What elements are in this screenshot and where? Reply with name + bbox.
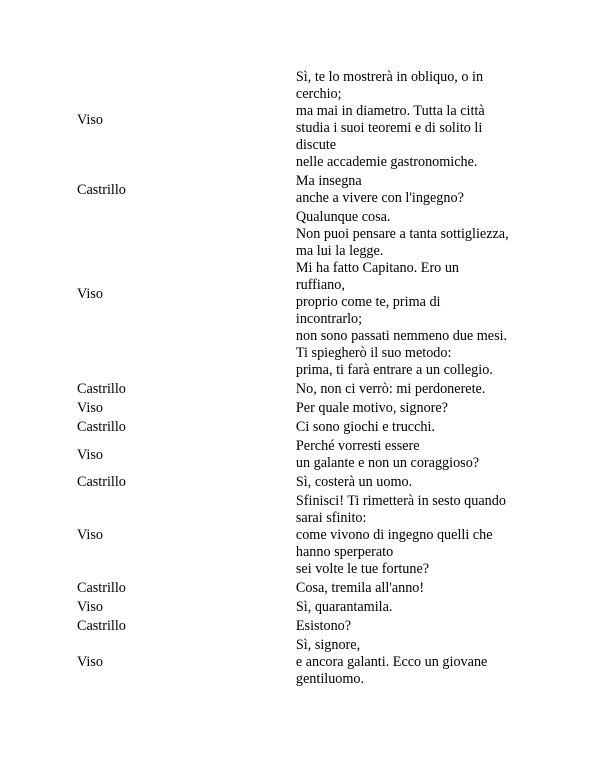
speech-line: Mi ha fatto Capitano. Ero un [295, 260, 460, 276]
speech-text [292, 636, 533, 689]
speech-line: un galante e non un coraggioso? [295, 455, 480, 471]
speech-line: Sì, quarantamila. [295, 599, 393, 615]
speech-text [292, 380, 533, 399]
speech-text [292, 68, 533, 172]
dialogue-row [73, 208, 533, 380]
speech-line: ma lui la legge. [295, 243, 384, 259]
dialogue-table [73, 68, 533, 689]
dialogue-row [73, 68, 533, 172]
dialogue-row [73, 492, 533, 579]
speaker-name: Viso [77, 400, 103, 416]
speech-line: Perché vorresti essere [295, 438, 420, 454]
speech-line: hanno sperperato [295, 544, 394, 560]
speaker-name: Castrillo [77, 580, 126, 596]
speech-line: non sono passati nemmeno due mesi. [295, 328, 508, 344]
speech-line: proprio come te, prima di [295, 294, 441, 310]
speaker-name: Viso [77, 111, 103, 128]
speaker-name: Castrillo [77, 181, 126, 198]
speech-text [292, 492, 533, 579]
speaker-name: Castrillo [77, 419, 126, 435]
speech-text [292, 617, 533, 636]
speech-text [292, 598, 533, 617]
dialogue-row [73, 172, 533, 208]
speech-line: ma mai in diametro. Tutta la città [295, 103, 485, 119]
speaker-name: Castrillo [77, 474, 126, 490]
speech-line: Non puoi pensare a tanta sottigliezza, [295, 226, 509, 242]
speech-text [292, 399, 533, 418]
dialogue-row [73, 473, 533, 492]
speech-line: Qualunque cosa. [295, 209, 391, 225]
speech-line: studia i suoi teoremi e di solito li [295, 120, 483, 136]
speech-line: Ma insegna [295, 173, 362, 189]
speech-line: sei volte le tue fortune? [295, 561, 430, 577]
speaker-name: Castrillo [77, 618, 126, 634]
speech-text [292, 172, 533, 208]
dialogue-row [73, 636, 533, 689]
speech-line: Sì, costerà un uomo. [295, 474, 413, 490]
speech-line: Ci sono giochi e trucchi. [295, 419, 435, 435]
speaker-name: Viso [77, 654, 103, 670]
speech-line: anche a vivere con l'ingegno? [295, 190, 464, 206]
speech-line: nelle accademie gastronomiche. [295, 154, 478, 170]
speech-line: prima, ti farà entrare a un collegio. [295, 362, 493, 378]
dialogue-row [73, 598, 533, 617]
speech-line: sarai sfinito: [295, 510, 367, 526]
speech-line: Cosa, tremila all'anno! [295, 580, 425, 596]
dialogue-row [73, 437, 533, 473]
speech-line: discute [295, 137, 337, 153]
dialogue-row [73, 380, 533, 399]
speaker-name: Viso [77, 599, 103, 615]
speech-text [292, 579, 533, 598]
speech-line: Sì, te lo mostrerà in obliquo, o in [295, 69, 484, 85]
speech-text [292, 418, 533, 437]
speech-line: Sfinisci! Ti rimetterà in sesto quando [295, 493, 506, 509]
dialogue-row [73, 399, 533, 418]
speaker-name: Viso [77, 446, 103, 463]
dialogue-row [73, 617, 533, 636]
dialogue-row [73, 418, 533, 437]
speech-line: No, non ci verrò: mi perdonerete. [295, 381, 486, 397]
speech-line: gentiluomo. [295, 671, 365, 687]
speech-text [292, 473, 533, 492]
speech-line: come vivono di ingegno quelli che [295, 527, 493, 543]
speech-line: Per quale motivo, signore? [295, 400, 448, 416]
speech-text [292, 208, 533, 380]
speech-line: ruffiano, [295, 277, 345, 293]
speech-line: Esistono? [295, 618, 352, 634]
speech-line: cerchio; [295, 86, 342, 102]
speaker-name: Castrillo [77, 381, 126, 397]
dialogue-body [73, 68, 533, 689]
speech-line: Ti spiegherò il suo metodo: [295, 345, 452, 361]
speech-line: e ancora galanti. Ecco un giovane [295, 654, 488, 670]
speech-line: incontrarlo; [295, 311, 363, 327]
speaker-name: Viso [77, 285, 103, 302]
speaker-name: Viso [77, 527, 103, 543]
speech-text [292, 437, 533, 473]
speech-line: Sì, signore, [295, 637, 361, 653]
dialogue-row [73, 579, 533, 598]
